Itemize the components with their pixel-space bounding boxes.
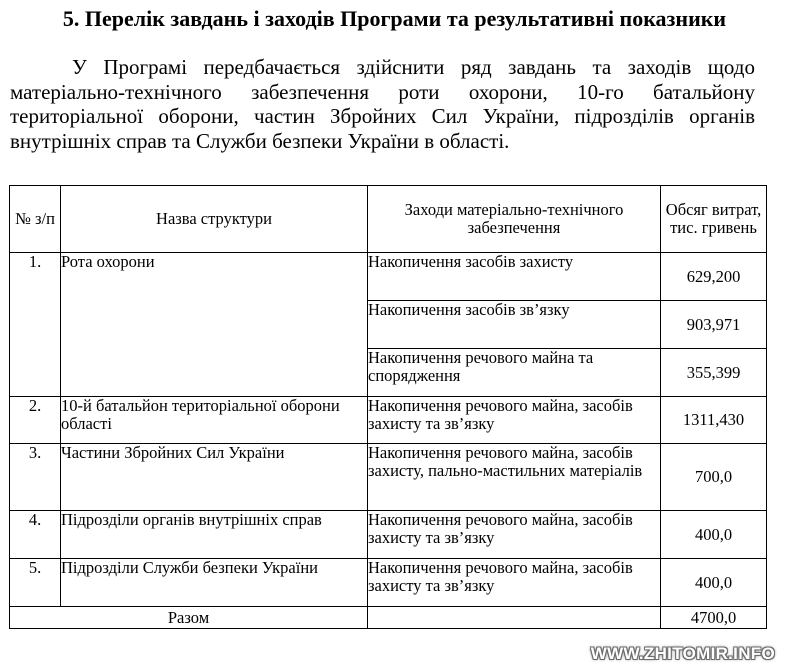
row-structure-name: Підрозділи Служби безпеки України xyxy=(61,559,368,607)
row-structure-name: Частини Збройних Сил України xyxy=(61,444,368,511)
header-num: № з/п xyxy=(10,186,61,253)
row-cost: 400,0 xyxy=(661,511,767,559)
row-cost: 355,399 xyxy=(661,349,767,397)
total-label: Разом xyxy=(10,607,368,629)
header-cost: Обсяг витрат, тис. гривень xyxy=(661,186,767,253)
table-row xyxy=(10,511,767,559)
total-value: 4700,0 xyxy=(661,607,767,629)
table-row xyxy=(10,559,767,607)
row-measure: Накопичення речового майна, засобів захисту, пально-мастильних матеріалів xyxy=(368,444,661,511)
row-cost: 700,0 xyxy=(661,444,767,511)
intro-paragraph: У Програмі передбачається здійснити ряд завдань та заходів щодо матеріально-технічного забезпечення роти охорони, 10-го батальйону територіальної оборони, частин Збройних Сил України, підрозділів органів внутрішніх справ та Служби безпеки України в області. xyxy=(10,55,755,153)
section-heading: 5. Перелік завдань і заходів Програми та результативні показники xyxy=(62,6,727,31)
row-measure: Накопичення засобів зв’язку xyxy=(368,301,661,349)
row-measure: Накопичення засобів захисту xyxy=(368,253,661,301)
row-cost: 400,0 xyxy=(661,559,767,607)
table-header-row xyxy=(10,186,767,253)
row-structure-name: Рота охорони xyxy=(61,253,368,397)
row-measure: Накопичення речового майна, засобів захисту та зв’язку xyxy=(368,397,661,444)
row-measure: Накопичення речового майна, засобів захисту та зв’язку xyxy=(368,559,661,607)
header-name: Назва структури xyxy=(61,186,368,253)
row-structure-name: Підрозділи органів внутрішніх справ xyxy=(61,511,368,559)
row-structure-name: 10-й батальйон територіальної оборони області xyxy=(61,397,368,444)
row-num: 5. xyxy=(10,559,61,607)
site-watermark: WWW.ZHITOMIR.INFO xyxy=(590,644,775,663)
row-cost: 629,200 xyxy=(661,253,767,301)
row-num: 1. xyxy=(10,253,61,397)
row-measure: Накопичення речового майна, засобів захисту та зв’язку xyxy=(368,511,661,559)
row-num: 3. xyxy=(10,444,61,511)
table-row xyxy=(10,253,767,301)
total-empty-cell xyxy=(368,607,661,629)
row-cost: 903,971 xyxy=(661,301,767,349)
row-cost: 1311,430 xyxy=(661,397,767,444)
table-total-row xyxy=(10,607,767,629)
row-num: 4. xyxy=(10,511,61,559)
row-num: 2. xyxy=(10,397,61,444)
program-measures-table xyxy=(9,185,767,629)
table-row xyxy=(10,397,767,444)
header-measures: Заходи матеріально-технічного забезпечення xyxy=(368,186,661,253)
table-row xyxy=(10,444,767,511)
row-measure: Накопичення речового майна та спорядження xyxy=(368,349,661,397)
